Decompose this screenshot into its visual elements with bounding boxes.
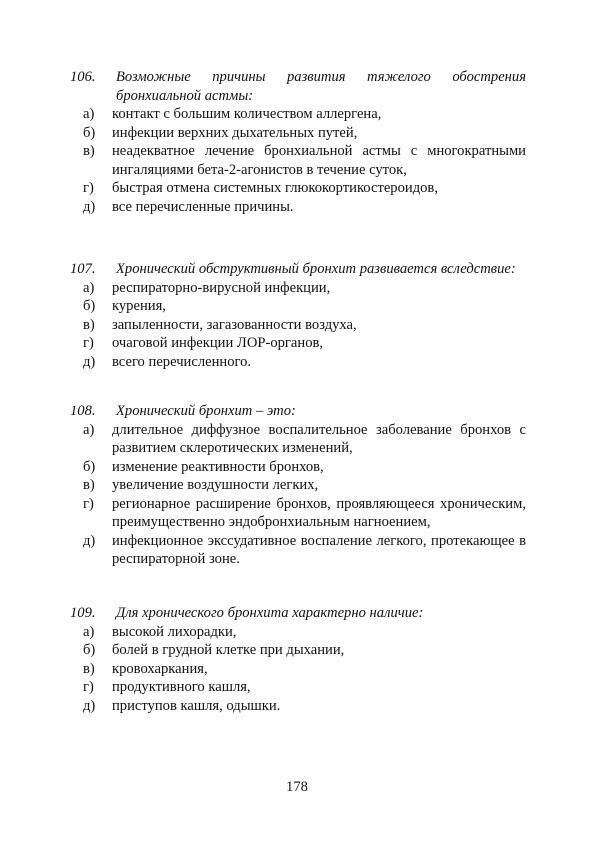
question-text: Для хронического бронхита характерно наличие: [116, 605, 424, 621]
question-number: 106. [70, 69, 96, 85]
option-d [83, 697, 526, 716]
question-header [70, 604, 526, 623]
question-number: 109. [70, 605, 96, 621]
option-letter: а) [83, 421, 95, 438]
question-text: Возможные причины развития тяжелого обострения бронхиальной астмы: [116, 69, 526, 104]
option-text: высокой лихорадки, [112, 623, 237, 640]
option-text: очаговой инфекции ЛОР-органов, [112, 335, 324, 351]
option-d [83, 353, 526, 372]
option-text: курения, [112, 298, 166, 314]
option-g [83, 495, 526, 532]
option-letter: д) [83, 697, 96, 714]
option-b [83, 641, 526, 660]
option-text: все перечисленные причины. [112, 198, 294, 215]
option-letter: б) [83, 642, 96, 658]
option-letter: в) [83, 143, 95, 159]
question-header [70, 68, 526, 105]
option-text: изменение реактивности бронхов, [112, 458, 324, 475]
option-a [83, 279, 526, 298]
option-text: запыленности, загазованности воздуха, [112, 316, 357, 333]
option-text: увеличение воздушности легких, [112, 477, 319, 493]
option-a [83, 623, 526, 642]
option-list [70, 421, 526, 569]
option-g [83, 179, 526, 198]
option-letter: г) [83, 180, 94, 196]
option-letter: г) [83, 335, 94, 351]
option-b [83, 124, 526, 143]
option-text: приступов кашля, одышки. [112, 697, 281, 714]
option-text: болей в грудной клетке при дыхании, [112, 642, 345, 658]
option-letter: г) [83, 679, 94, 695]
option-letter: б) [83, 298, 96, 314]
option-v [83, 142, 526, 179]
option-list [70, 279, 526, 372]
option-v [83, 316, 526, 335]
option-letter: в) [83, 660, 95, 677]
question-107 [70, 260, 526, 371]
question-106 [70, 68, 526, 216]
option-letter: б) [83, 458, 96, 475]
question-number: 107. [70, 261, 96, 277]
option-v [83, 660, 526, 679]
option-text: респираторно-вирусной инфекции, [112, 279, 331, 296]
option-letter: а) [83, 106, 95, 122]
option-d [83, 532, 526, 569]
question-108 [70, 402, 526, 569]
question-109 [70, 604, 526, 715]
option-b [83, 297, 526, 316]
option-text: длительное диффузное воспалительное заболевание бронхов с развитием склеротических изменений, [112, 421, 526, 456]
option-g [83, 678, 526, 697]
option-text: контакт с большим количеством аллергена, [112, 106, 382, 122]
option-d [83, 198, 526, 217]
option-letter: б) [83, 124, 96, 141]
option-text: продуктивного кашля, [112, 679, 251, 695]
option-list [70, 623, 526, 716]
option-letter: д) [83, 353, 96, 370]
option-text: кровохаркания, [112, 660, 208, 677]
option-list [70, 105, 526, 216]
option-v [83, 476, 526, 495]
option-a [83, 105, 526, 124]
option-text: неадекватное лечение бронхиальной астмы с многократными ингаляциями бета-2-агонистов в течение суток, [112, 143, 526, 178]
question-number: 108. [70, 403, 96, 419]
question-header [70, 260, 526, 279]
option-text: всего перечисленного. [112, 353, 252, 370]
option-letter: в) [83, 316, 95, 333]
option-letter: г) [83, 495, 94, 512]
question-header [70, 402, 526, 421]
question-text: Хронический бронхит – это: [116, 403, 296, 419]
option-text: инфекции верхних дыхательных путей, [112, 124, 358, 141]
page-number: 178 [286, 779, 308, 795]
option-letter: д) [83, 198, 96, 215]
option-letter: д) [83, 532, 96, 549]
option-text: быстрая отмена системных глюкокортикостероидов, [112, 180, 438, 196]
option-a [83, 421, 526, 458]
option-text: инфекционное экссудативное воспаление легкого, протекающее в респираторной зоне. [112, 532, 526, 567]
option-b [83, 458, 526, 477]
option-letter: в) [83, 477, 95, 493]
option-text: регионарное расширение бронхов, проявляющееся хроническим, преимущественно эндобронхиальным нагноением, [112, 495, 526, 530]
option-g [83, 334, 526, 353]
option-letter: а) [83, 279, 95, 296]
question-text: Хронический обструктивный бронхит развивается вследствие: [116, 261, 516, 277]
option-letter: а) [83, 623, 95, 640]
